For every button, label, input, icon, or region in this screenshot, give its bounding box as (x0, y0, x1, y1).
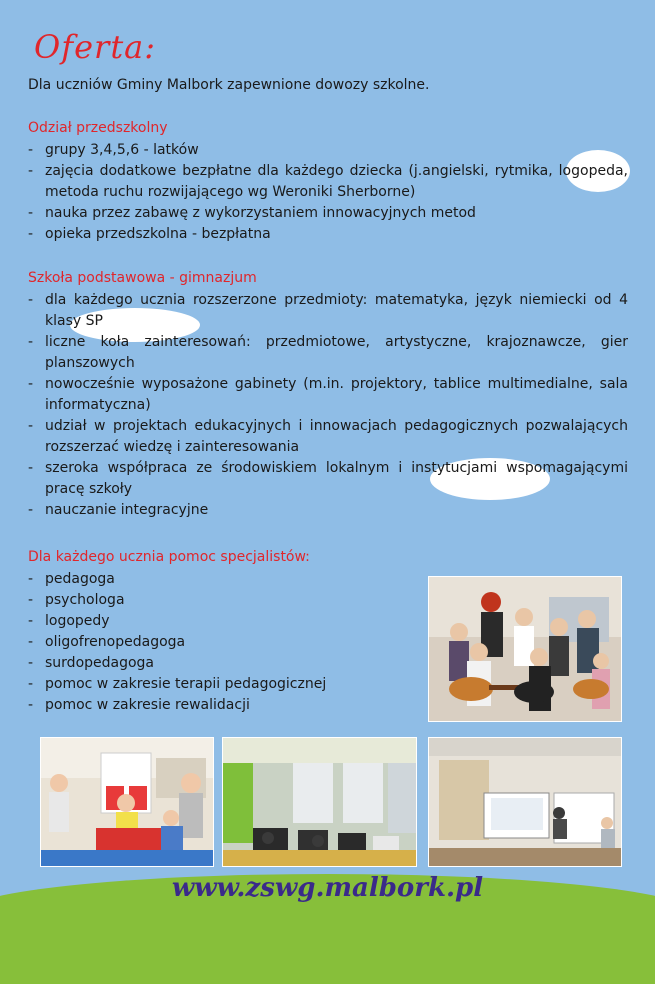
intro-text: Dla uczniów Gminy Malbork zapewnione dowozy szkolne. (28, 77, 430, 93)
list-item: - nauka przez zabawę z wykorzystaniem innowacyjnych metod (28, 203, 628, 224)
school-list (28, 290, 628, 521)
list-item: - logopedy (28, 611, 418, 632)
list-item: - pomoc w zakresie terapii pedagogicznej (28, 674, 418, 695)
list-item: - nauczanie integracyjne (28, 500, 628, 521)
photo-classroom (428, 737, 622, 867)
preschool-heading: Odział przedszkolny (28, 120, 168, 136)
list-item: - grupy 3,4,5,6 - latków (28, 140, 628, 161)
photo-playroom (40, 737, 214, 867)
footer-url[interactable]: www.zswg.malbork.pl (171, 873, 484, 903)
list-item: - zajęcia dodatkowe bezpłatne dla każdego dziecka (j.angielski, rytmika, logopeda, metoda ruchu rozwijającego wg Weroniki Sherborne) (28, 161, 628, 203)
list-item: - oligofrenopedagoga (28, 632, 418, 653)
list-item: - opieka przedszkolna - bezpłatna (28, 224, 628, 245)
list-item: - liczne koła zainteresowań: przedmiotowe, artystyczne, krajoznawcze, gier planszowych (28, 332, 628, 374)
photo-music-group (428, 576, 622, 722)
list-item: - dla każdego ucznia rozszerzone przedmioty: matematyka, język niemiecki od 4 klasy SP (28, 290, 628, 332)
specialists-list (28, 569, 418, 716)
list-item: - udział w projektach edukacyjnych i innowacjach pedagogicznych pozwalających rozszerzać wiedzę i zainteresowania (28, 416, 628, 458)
list-item: - pomoc w zakresie rewalidacji (28, 695, 418, 716)
preschool-list (28, 140, 628, 245)
page-title: Oferta: (34, 28, 157, 66)
school-heading: Szkoła podstawowa - gimnazjum (28, 270, 257, 286)
specialists-heading: Dla każdego ucznia pomoc specjalistów: (28, 549, 310, 565)
list-item: - szeroka współpraca ze środowiskiem lokalnym i instytucjami wspomagającymi pracę szkoły (28, 458, 628, 500)
list-item: - pedagoga (28, 569, 418, 590)
photo-computer-lab (222, 737, 417, 867)
list-item: - psychologa (28, 590, 418, 611)
list-item: - surdopedagoga (28, 653, 418, 674)
list-item: - nowocześnie wyposażone gabinety (m.in. projektory, tablice multimedialne, sala informatyczna) (28, 374, 628, 416)
